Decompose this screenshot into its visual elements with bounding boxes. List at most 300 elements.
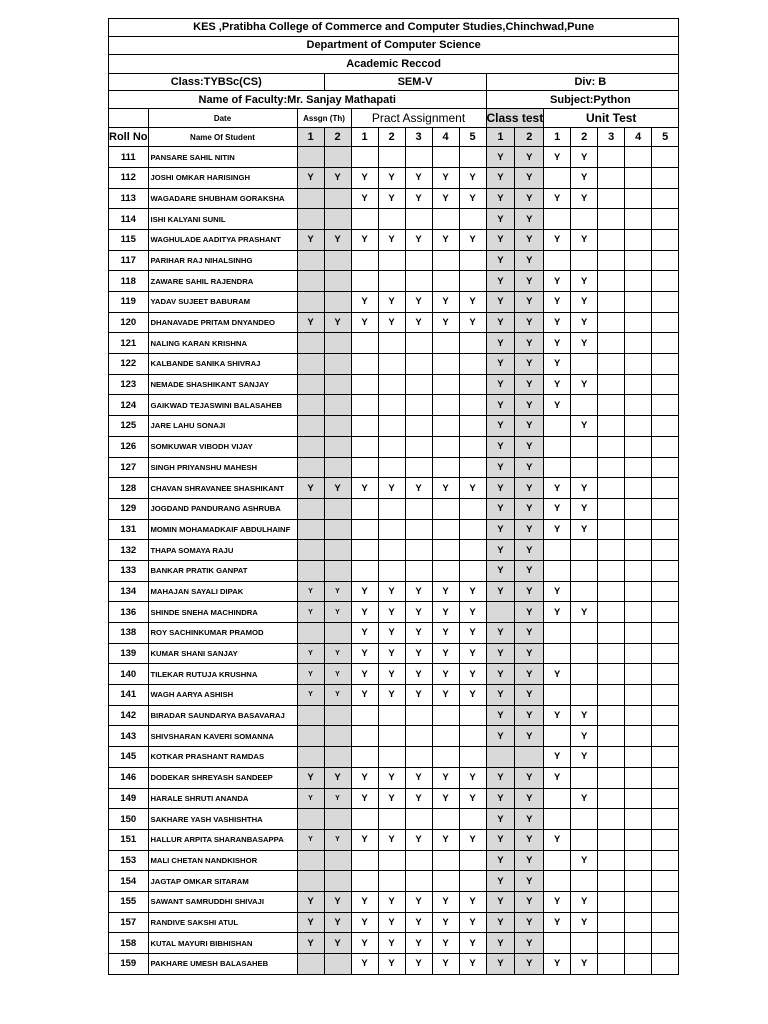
pract-cell: Y <box>405 581 432 602</box>
pract-cell <box>351 147 378 168</box>
class-test-cell: Y <box>515 540 544 561</box>
pract-cell <box>405 560 432 581</box>
unit-test-cell <box>544 643 571 664</box>
unit-test-cell <box>652 871 679 892</box>
unit-test-cell <box>652 643 679 664</box>
pract-cell <box>459 498 486 519</box>
assgn-cell <box>324 250 351 271</box>
pract-cell: Y <box>405 664 432 685</box>
class-test-cell <box>486 602 515 623</box>
class-test-cell: Y <box>515 229 544 250</box>
table-row <box>109 560 679 581</box>
pract-cell: Y <box>459 933 486 954</box>
assgn-cell <box>297 726 324 747</box>
unit-test-cell: Y <box>544 705 571 726</box>
roll-number: 118 <box>109 271 149 292</box>
unit-test-cell <box>544 726 571 747</box>
class-test-cell: Y <box>486 374 515 395</box>
pract-cell <box>459 871 486 892</box>
unit-test-cell <box>652 416 679 437</box>
pract-cell <box>459 809 486 830</box>
student-name: NALING KARAN KRISHNA <box>148 333 297 354</box>
pract-cell: Y <box>378 602 405 623</box>
table-row <box>109 333 679 354</box>
roll-number: 140 <box>109 664 149 685</box>
student-name: SOMKUWAR VIBODH VIJAY <box>148 436 297 457</box>
unit-test-cell <box>598 271 625 292</box>
assgn-cell: Y <box>324 685 351 706</box>
unit-test-cell <box>571 540 598 561</box>
class-test-cell: Y <box>515 581 544 602</box>
pract-cell: Y <box>405 292 432 313</box>
unit-test-cell: Y <box>544 229 571 250</box>
assgn-cell: Y <box>297 664 324 685</box>
class-test-cell: Y <box>486 954 515 975</box>
roll-number: 134 <box>109 581 149 602</box>
table-row <box>109 209 679 230</box>
pract-cell <box>405 395 432 416</box>
assgn-cell: Y <box>324 581 351 602</box>
assgn-cell: Y <box>324 933 351 954</box>
pract-num-5: 5 <box>459 128 486 147</box>
unit-test-cell <box>652 685 679 706</box>
table-row <box>109 705 679 726</box>
pract-cell <box>432 726 459 747</box>
pract-cell: Y <box>378 954 405 975</box>
unit-test-cell <box>598 664 625 685</box>
roll-number: 159 <box>109 954 149 975</box>
class-test-cell: Y <box>486 891 515 912</box>
unit-test-cell <box>571 354 598 375</box>
unit-test-cell <box>571 871 598 892</box>
record-title: Academic Reccod <box>109 54 679 73</box>
class-test-cell: Y <box>486 581 515 602</box>
pract-cell: Y <box>405 167 432 188</box>
assgn-cell <box>297 850 324 871</box>
pract-cell <box>351 250 378 271</box>
assgn-cell <box>324 871 351 892</box>
class-test-cell: Y <box>515 602 544 623</box>
pract-cell: Y <box>351 623 378 644</box>
unit-test-cell <box>598 395 625 416</box>
class-test-cell: Y <box>486 292 515 313</box>
table-row <box>109 623 679 644</box>
assgn-cell <box>324 395 351 416</box>
class-test-cell: Y <box>486 188 515 209</box>
pract-cell <box>432 416 459 437</box>
pract-cell <box>378 747 405 768</box>
student-name: HARALE SHRUTI ANANDA <box>148 788 297 809</box>
unit-test-cell <box>625 705 652 726</box>
pract-cell <box>405 354 432 375</box>
unit-test-cell <box>625 540 652 561</box>
pract-cell <box>351 354 378 375</box>
roll-number: 126 <box>109 436 149 457</box>
pract-cell <box>378 871 405 892</box>
student-name: SHINDE SNEHA MACHINDRA <box>148 602 297 623</box>
unit-test-cell <box>652 954 679 975</box>
unit-test-cell: Y <box>571 229 598 250</box>
class-test-header: Class test <box>486 109 544 128</box>
unit-test-cell <box>625 147 652 168</box>
unit-test-cell <box>625 312 652 333</box>
class-test-cell: Y <box>486 809 515 830</box>
assgn-cell: Y <box>297 767 324 788</box>
pract-cell <box>405 250 432 271</box>
unit-test-cell <box>598 871 625 892</box>
unit-test-cell <box>598 188 625 209</box>
class-test-cell: Y <box>486 209 515 230</box>
assgn-cell: Y <box>324 767 351 788</box>
unit-test-cell <box>652 333 679 354</box>
assgn-cell: Y <box>324 912 351 933</box>
pract-cell <box>378 540 405 561</box>
unit-test-cell <box>625 623 652 644</box>
unit-test-cell <box>598 581 625 602</box>
pract-cell: Y <box>459 478 486 499</box>
roll-number: 114 <box>109 209 149 230</box>
class-test-cell: Y <box>515 436 544 457</box>
assgn-cell <box>324 954 351 975</box>
pract-cell: Y <box>432 933 459 954</box>
unit-test-cell <box>652 478 679 499</box>
unit-test-cell <box>598 416 625 437</box>
roll-number: 121 <box>109 333 149 354</box>
assgn-cell <box>297 354 324 375</box>
pract-cell: Y <box>378 623 405 644</box>
unit-test-cell <box>544 416 571 437</box>
pract-cell: Y <box>378 167 405 188</box>
assgn-cell <box>297 374 324 395</box>
pract-cell: Y <box>432 623 459 644</box>
pract-cell <box>378 519 405 540</box>
unit-test-cell <box>652 767 679 788</box>
unit-test-cell <box>598 519 625 540</box>
pract-cell <box>351 747 378 768</box>
assgn-cell: Y <box>297 829 324 850</box>
unit-test-cell <box>544 209 571 230</box>
student-name: JOSHI OMKAR HARISINGH <box>148 167 297 188</box>
class-test-cell: Y <box>486 767 515 788</box>
pract-cell <box>351 519 378 540</box>
pract-cell: Y <box>432 891 459 912</box>
unit-test-cell <box>625 560 652 581</box>
pract-cell: Y <box>378 912 405 933</box>
roll-number: 127 <box>109 457 149 478</box>
roll-number: 158 <box>109 933 149 954</box>
pract-cell: Y <box>459 312 486 333</box>
pract-cell: Y <box>432 788 459 809</box>
unit-test-cell <box>652 519 679 540</box>
pract-cell <box>351 726 378 747</box>
roll-number: 153 <box>109 850 149 871</box>
table-row <box>109 292 679 313</box>
pract-cell <box>432 147 459 168</box>
class-test-cell: Y <box>515 250 544 271</box>
date-label: Date <box>148 109 297 128</box>
class-test-cell: Y <box>515 271 544 292</box>
unit-test-cell <box>598 229 625 250</box>
pract-cell: Y <box>378 788 405 809</box>
unit-test-cell <box>652 560 679 581</box>
assgn-cell <box>297 209 324 230</box>
class-test-cell: Y <box>486 395 515 416</box>
roll-number: 115 <box>109 229 149 250</box>
unit-test-cell: Y <box>544 829 571 850</box>
unit-test-cell: Y <box>544 747 571 768</box>
pract-cell: Y <box>432 188 459 209</box>
division-label: Div: B <box>486 73 679 91</box>
unit-test-cell <box>598 498 625 519</box>
class-test-cell: Y <box>515 664 544 685</box>
pract-cell <box>432 354 459 375</box>
class-test-cell: Y <box>515 333 544 354</box>
unit-test-cell: Y <box>571 478 598 499</box>
pract-cell: Y <box>459 167 486 188</box>
assgn-cell: Y <box>324 891 351 912</box>
class-test-cell: Y <box>486 478 515 499</box>
unit-test-cell <box>652 933 679 954</box>
pract-cell: Y <box>432 643 459 664</box>
pract-cell: Y <box>351 912 378 933</box>
unit-test-cell: Y <box>544 374 571 395</box>
unit-test-cell <box>652 664 679 685</box>
class-test-cell: Y <box>515 498 544 519</box>
class-test-cell: Y <box>486 871 515 892</box>
pract-cell <box>351 271 378 292</box>
pract-cell: Y <box>459 767 486 788</box>
unit-test-cell <box>625 457 652 478</box>
pract-cell: Y <box>351 478 378 499</box>
pract-cell: Y <box>378 292 405 313</box>
pract-cell: Y <box>405 891 432 912</box>
pract-cell: Y <box>378 643 405 664</box>
unit-test-cell <box>625 871 652 892</box>
student-name: BIRADAR SAUNDARYA BASAVARAJ <box>148 705 297 726</box>
pract-cell: Y <box>405 623 432 644</box>
student-name: KALBANDE SANIKA SHIVRAJ <box>148 354 297 375</box>
roll-number: 113 <box>109 188 149 209</box>
student-name: GAIKWAD TEJASWINI BALASAHEB <box>148 395 297 416</box>
pract-cell <box>351 416 378 437</box>
class-test-cell: Y <box>486 560 515 581</box>
roll-number: 128 <box>109 478 149 499</box>
unit-test-cell <box>625 726 652 747</box>
pract-cell <box>351 850 378 871</box>
pract-cell: Y <box>432 292 459 313</box>
student-name: WAGHULADE AADITYA PRASHANT <box>148 229 297 250</box>
unit-test-cell <box>544 623 571 644</box>
class-test-cell: Y <box>515 292 544 313</box>
unit-test-header: Unit Test <box>544 109 679 128</box>
pract-cell <box>378 705 405 726</box>
assgn-cell <box>324 416 351 437</box>
class-test-cell: Y <box>486 685 515 706</box>
table-row <box>109 478 679 499</box>
unit-test-cell <box>625 829 652 850</box>
unit-test-cell <box>544 167 571 188</box>
unit-test-cell <box>625 933 652 954</box>
pract-cell <box>432 498 459 519</box>
pract-cell <box>432 436 459 457</box>
unit-test-cell <box>625 850 652 871</box>
pract-cell <box>432 871 459 892</box>
class-test-num-1: 1 <box>486 128 515 147</box>
roll-number: 112 <box>109 167 149 188</box>
unit-test-cell: Y <box>571 333 598 354</box>
unit-test-cell <box>598 333 625 354</box>
class-test-cell: Y <box>515 416 544 437</box>
unit-test-cell <box>652 829 679 850</box>
table-row <box>109 954 679 975</box>
table-row <box>109 354 679 375</box>
roll-number: 122 <box>109 354 149 375</box>
roll-number: 151 <box>109 829 149 850</box>
pract-cell <box>459 747 486 768</box>
unit-test-cell: Y <box>544 271 571 292</box>
pract-cell <box>432 519 459 540</box>
pract-cell <box>432 540 459 561</box>
unit-test-cell: Y <box>544 188 571 209</box>
assgn-cell: Y <box>297 602 324 623</box>
unit-test-num-4: 4 <box>625 128 652 147</box>
class-test-cell: Y <box>486 912 515 933</box>
pract-cell <box>378 271 405 292</box>
table-row <box>109 850 679 871</box>
unit-test-cell <box>625 664 652 685</box>
student-name: HALLUR ARPITA SHARANBASAPPA <box>148 829 297 850</box>
unit-test-cell <box>652 229 679 250</box>
unit-test-cell <box>625 271 652 292</box>
unit-test-cell: Y <box>571 271 598 292</box>
assgn-cell <box>297 871 324 892</box>
pract-cell <box>405 498 432 519</box>
assgn-cell <box>324 850 351 871</box>
pract-cell <box>405 209 432 230</box>
pract-cell: Y <box>432 478 459 499</box>
unit-test-cell: Y <box>544 954 571 975</box>
unit-test-cell <box>625 519 652 540</box>
table-row <box>109 788 679 809</box>
pract-cell <box>405 809 432 830</box>
pract-cell: Y <box>432 229 459 250</box>
unit-test-cell <box>598 747 625 768</box>
assgn-cell <box>297 271 324 292</box>
class-test-cell: Y <box>486 623 515 644</box>
unit-test-cell <box>598 643 625 664</box>
unit-test-cell <box>571 809 598 830</box>
unit-test-cell <box>652 395 679 416</box>
pract-cell <box>351 705 378 726</box>
unit-test-cell <box>652 850 679 871</box>
pract-cell <box>351 540 378 561</box>
class-test-cell: Y <box>515 685 544 706</box>
pract-cell <box>405 416 432 437</box>
student-name: KOTKAR PRASHANT RAMDAS <box>148 747 297 768</box>
unit-test-cell <box>652 726 679 747</box>
unit-test-cell <box>652 147 679 168</box>
unit-test-cell <box>571 209 598 230</box>
class-test-cell: Y <box>515 726 544 747</box>
pract-cell: Y <box>351 891 378 912</box>
assgn-th-header: Assgn (Th) <box>297 109 351 128</box>
unit-test-cell <box>625 809 652 830</box>
assgn-cell <box>324 271 351 292</box>
pract-cell: Y <box>405 933 432 954</box>
class-test-cell: Y <box>486 850 515 871</box>
unit-test-cell <box>652 312 679 333</box>
assgn-cell <box>324 560 351 581</box>
semester-label: SEM-V <box>324 73 486 91</box>
college-title: KES ,Pratibha College of Commerce and Computer Studies,Chinchwad,Pune <box>109 19 679 37</box>
roll-number: 136 <box>109 602 149 623</box>
pract-cell: Y <box>351 312 378 333</box>
pract-cell <box>432 374 459 395</box>
pract-cell: Y <box>459 664 486 685</box>
roll-number: 132 <box>109 540 149 561</box>
unit-test-cell <box>625 229 652 250</box>
unit-test-cell <box>652 354 679 375</box>
pract-cell: Y <box>405 954 432 975</box>
class-test-cell: Y <box>486 416 515 437</box>
pract-cell: Y <box>378 581 405 602</box>
class-label: Class:TYBSc(CS) <box>109 73 325 91</box>
unit-test-cell: Y <box>571 850 598 871</box>
unit-test-cell <box>652 271 679 292</box>
pract-cell: Y <box>432 767 459 788</box>
student-name: PAKHARE UMESH BALASAHEB <box>148 954 297 975</box>
pract-cell <box>459 209 486 230</box>
unit-test-cell <box>625 602 652 623</box>
table-row <box>109 436 679 457</box>
pract-cell <box>351 871 378 892</box>
unit-test-cell <box>625 954 652 975</box>
class-test-cell: Y <box>515 705 544 726</box>
unit-test-cell <box>625 333 652 354</box>
student-name: KUMAR SHANI SANJAY <box>148 643 297 664</box>
unit-test-cell <box>598 374 625 395</box>
pract-cell <box>351 809 378 830</box>
unit-test-cell <box>625 891 652 912</box>
table-row <box>109 809 679 830</box>
faculty-label: Name of Faculty:Mr. Sanjay Mathapati <box>109 91 487 109</box>
student-name: DHANAVADE PRITAM DNYANDEO <box>148 312 297 333</box>
pract-cell: Y <box>351 643 378 664</box>
pract-cell: Y <box>459 581 486 602</box>
assgn-cell: Y <box>324 312 351 333</box>
unit-test-cell <box>652 705 679 726</box>
unit-test-cell <box>598 167 625 188</box>
roll-number: 142 <box>109 705 149 726</box>
assgn-cell <box>297 250 324 271</box>
unit-test-cell: Y <box>571 292 598 313</box>
class-test-cell: Y <box>486 519 515 540</box>
unit-test-cell: Y <box>571 747 598 768</box>
pract-cell: Y <box>405 767 432 788</box>
pract-cell: Y <box>378 829 405 850</box>
assgn-cell: Y <box>297 229 324 250</box>
pract-cell: Y <box>378 891 405 912</box>
unit-test-cell <box>625 209 652 230</box>
assgn-cell <box>324 809 351 830</box>
pract-cell: Y <box>432 312 459 333</box>
assgn-cell <box>297 436 324 457</box>
pract-cell: Y <box>378 188 405 209</box>
unit-test-cell <box>652 747 679 768</box>
table-row <box>109 891 679 912</box>
unit-test-cell <box>598 312 625 333</box>
unit-test-cell <box>544 540 571 561</box>
